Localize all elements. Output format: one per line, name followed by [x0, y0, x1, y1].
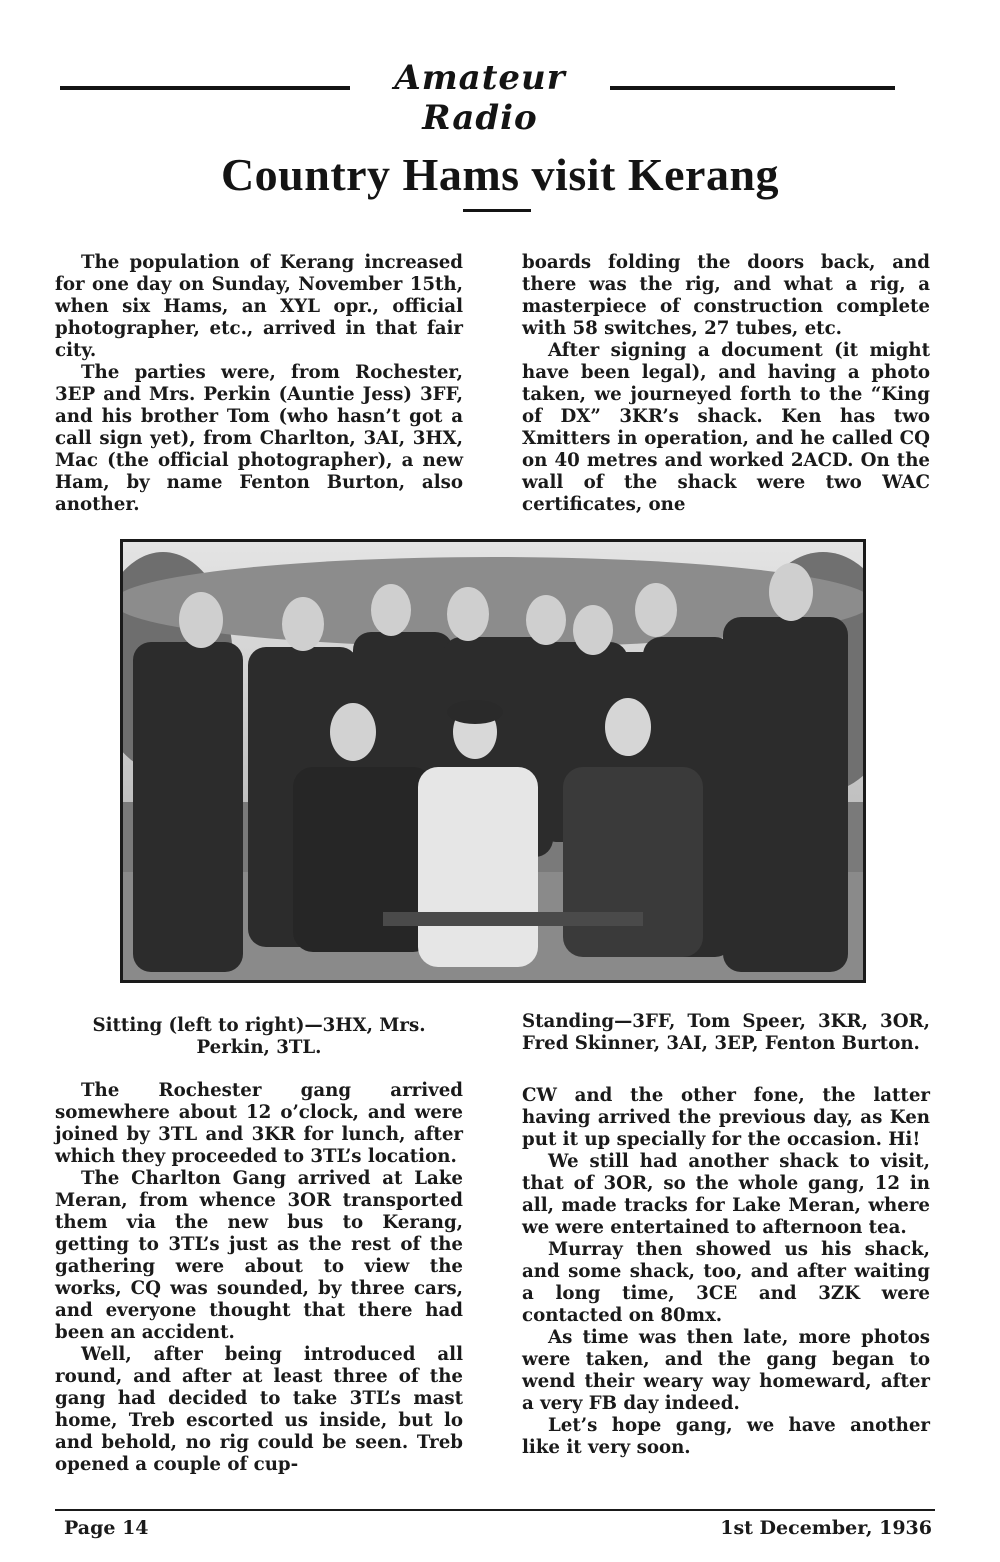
paragraph: The Rochester gang arrived somewhere about 12 o’clock, and were joined by 3TL and 3KR for lunch, after which they proceeded to 3TL’s location. [55, 1080, 463, 1167]
issue-date: 1st December, 1936 [720, 1517, 932, 1539]
masthead-rule-left [60, 86, 350, 90]
paragraph: The parties were, from Rochester, 3EP and Mrs. Perkin (Auntie Jess) 3FF, and his brother Tom (who hasn’t got a call sign yet), from Charlton, 3AI, 3HX, Mac (the official photographer), a new Ham, by name Fenton Burton, also another. [55, 362, 463, 515]
paragraph: We still had another shack to visit, that of 3OR, so the whole gang, 12 in all, made tracks for Lake Meran, where we were entertained to afternoon tea. [522, 1151, 930, 1238]
paragraph: CW and the other fone, the latter having arrived the previous day, as Ken put it up specially for the occasion. Hi! [522, 1085, 930, 1150]
paragraph: Let’s hope gang, we have another like it very soon. [522, 1415, 930, 1458]
group-photograph [120, 539, 866, 983]
article-title: Country Hams visit Kerang [220, 149, 780, 200]
bottom-right-column [522, 1085, 930, 1459]
caption-sitting: Sitting (left to right)—3HX, Mrs. Perkin, 3TL. [92, 1015, 426, 1058]
paragraph: Well, after being introduced all round, and after at least three of the gang had decided to take 3TL’s mast home, Treb escorted us inside, but lo and behold, no rig could be seen. Treb opened a couple of cup- [55, 1344, 463, 1475]
footer-rule [55, 1509, 935, 1511]
top-right-column [522, 252, 930, 516]
paragraph: As time was then late, more photos were taken, and the gang began to wend their weary way homeward, after a very FB day indeed. [522, 1327, 930, 1414]
masthead-title: Amateur Radio [394, 58, 566, 138]
paragraph: The Charlton Gang arrived at Lake Meran, from whence 3OR transported them via the new bus to Kerang, getting to 3TL’s just as the rest of the gathering were about to view the works, CQ was sounded, by three cars, and everyone thought that there had been an accident. [55, 1168, 463, 1343]
paragraph: Murray then showed us his shack, and some shack, too, and after waiting a long time, 3CE and 3ZK were contacted on 80mx. [522, 1239, 930, 1326]
group-photo-illustration [123, 542, 863, 980]
masthead-rule-right [610, 86, 895, 90]
page-number: Page 14 [64, 1517, 149, 1539]
paragraph: The population of Kerang increased for one day on Sunday, November 15th, when six Hams, an XYL opr., official photographer, etc., arrived in that fair city. [55, 252, 463, 361]
paragraph: boards folding the doors back, and there was the rig, and what a rig, a masterpiece of construction complete with 58 switches, 27 tubes, etc. [522, 252, 930, 339]
top-left-column [55, 252, 463, 516]
bottom-left-column [55, 1080, 463, 1476]
title-underline [463, 209, 531, 212]
caption-standing: Standing—3FF, Tom Speer, 3KR, 3OR, Fred Skinner, 3AI, 3EP, Fenton Burton. [522, 1011, 930, 1054]
paragraph: After signing a document (it might have been legal), and having a photo taken, we journeyed forth to the “King of DX” 3KR’s shack. Ken has two Xmitters in operation, and he called CQ on 40 metres and worked 2ACD. On the wall of the shack were two WAC certificates, one [522, 340, 930, 515]
